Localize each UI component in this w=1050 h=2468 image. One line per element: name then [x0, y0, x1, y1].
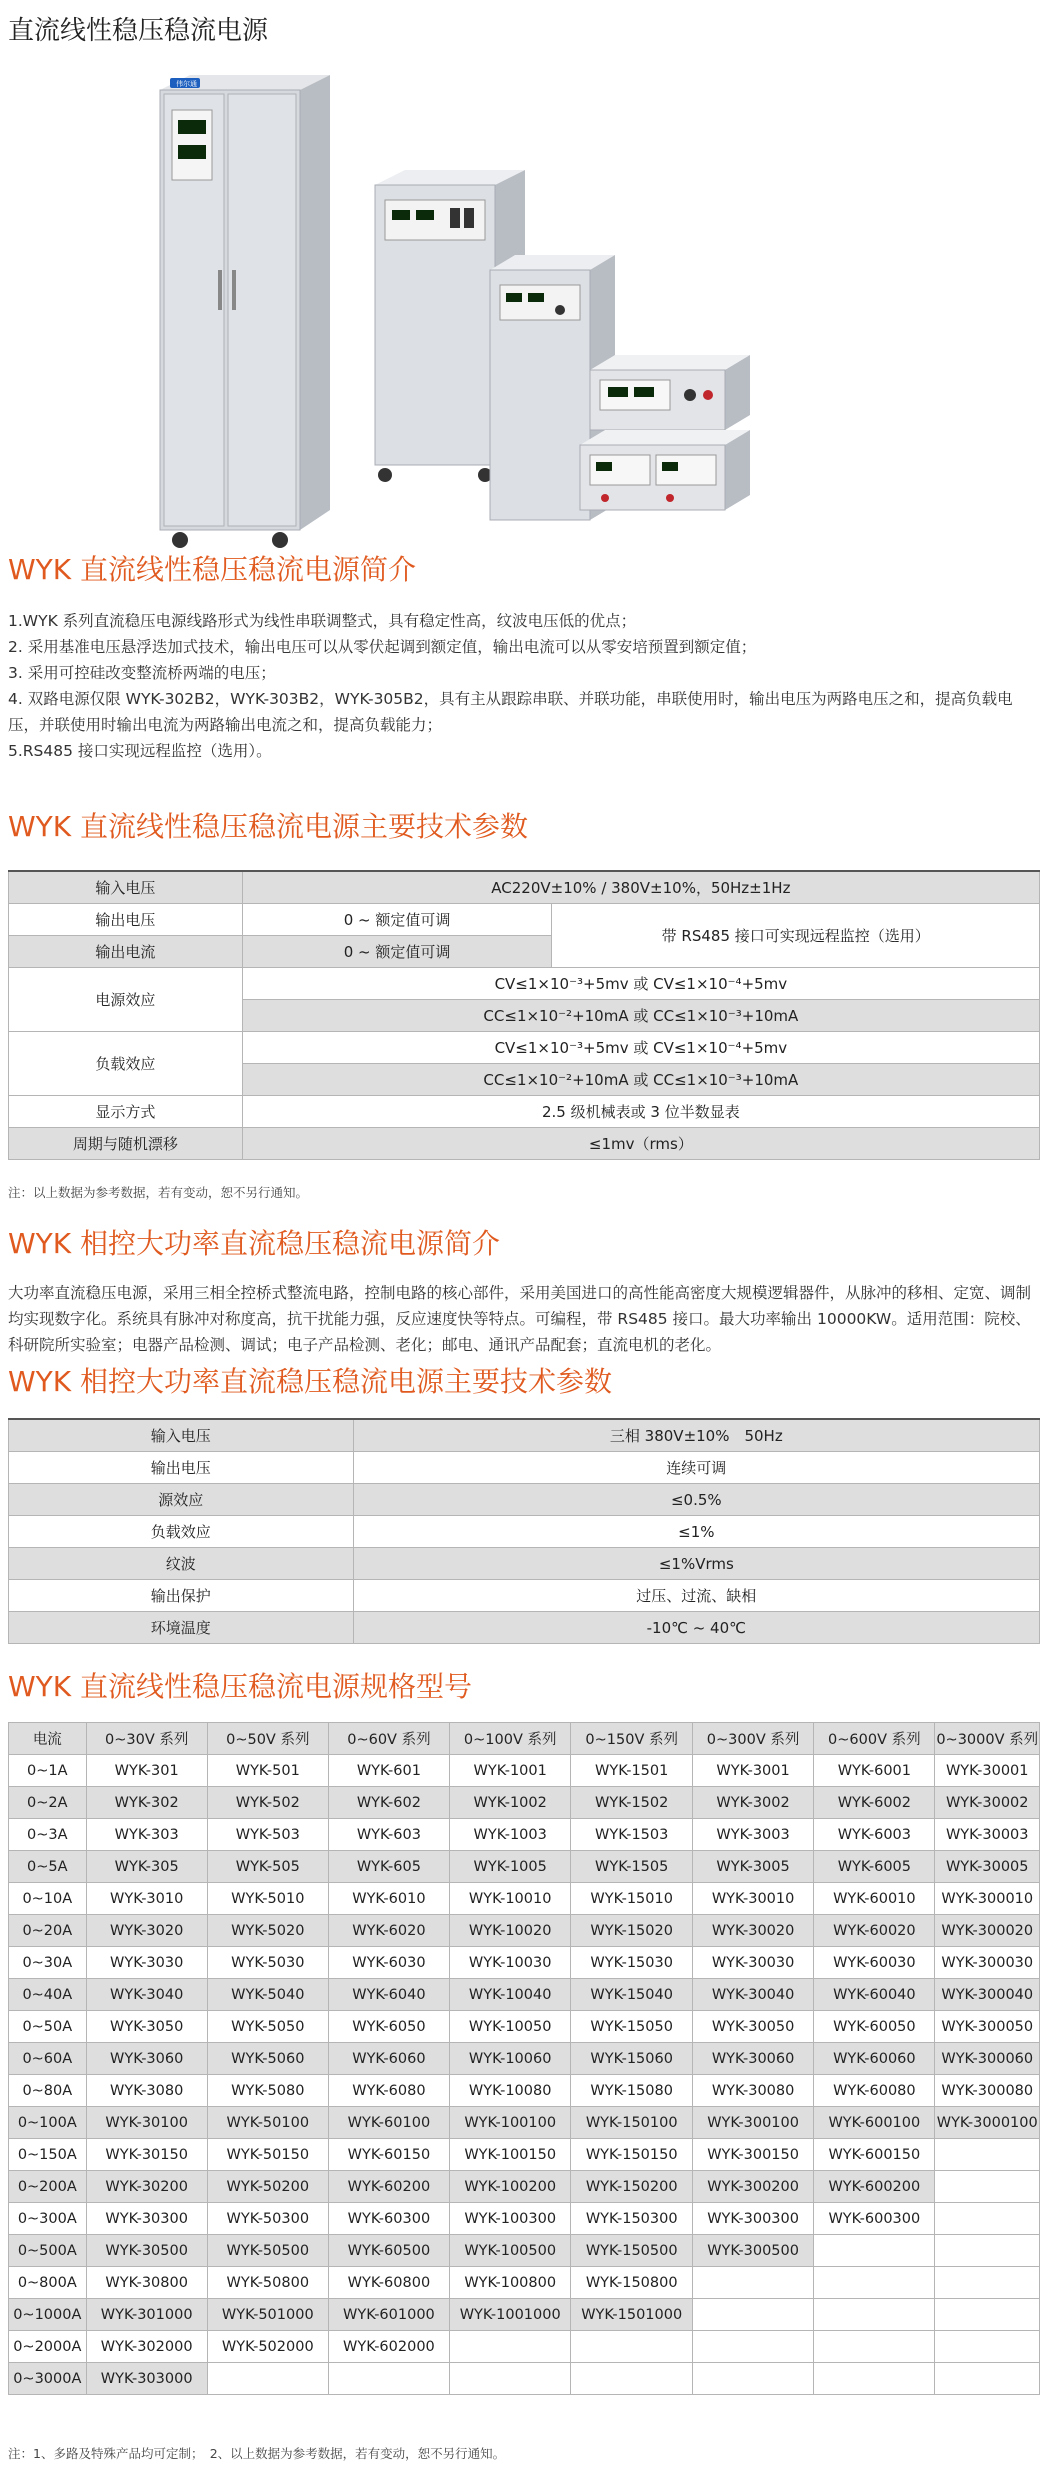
model-cell: WYK-601000 [328, 2299, 449, 2331]
model-cell: WYK-3002 [692, 1787, 813, 1819]
model-cell: WYK-1501 [571, 1755, 693, 1787]
model-cell: WYK-50200 [207, 2171, 328, 2203]
current-cell: 0~200A [9, 2171, 87, 2203]
model-cell: WYK-3010 [86, 1883, 207, 1915]
model-cell: WYK-302 [86, 1787, 207, 1819]
model-cell: WYK-10080 [449, 2075, 571, 2107]
model-cell: WYK-60300 [328, 2203, 449, 2235]
linear-spec-table [8, 870, 1040, 1160]
model-cell: WYK-150300 [571, 2203, 693, 2235]
table-row [9, 2267, 1040, 2299]
table-row [9, 2043, 1040, 2075]
model-cell: WYK-501000 [207, 2299, 328, 2331]
model-cell: WYK-150500 [571, 2235, 693, 2267]
spec-value: ≤1%Vrms [353, 1548, 1039, 1580]
model-cell: WYK-10020 [449, 1915, 571, 1947]
list-item: 2. 采用基准电压悬浮迭加式技术，输出电压可以从零伏起调到额定值，输出电流可以从零安培预置到额定值； [8, 638, 757, 656]
list-item: 1.WYK 系列直流稳压电源线路形式为线性串联调整式，具有稳定性高，纹波电压低的优点； [8, 612, 637, 630]
model-cell: WYK-30200 [86, 2171, 207, 2203]
model-cell: WYK-502000 [207, 2331, 328, 2363]
model-cell: WYK-303000 [86, 2363, 207, 2395]
model-cell: WYK-15020 [571, 1915, 693, 1947]
model-cell: WYK-300010 [935, 1883, 1040, 1915]
column-header: 0~50V 系列 [207, 1723, 328, 1755]
model-cell: WYK-50800 [207, 2267, 328, 2299]
model-cell: WYK-60030 [814, 1947, 935, 1979]
table-row [9, 2011, 1040, 2043]
model-cell: WYK-60800 [328, 2267, 449, 2299]
model-cell: WYK-1503 [571, 1819, 693, 1851]
model-cell: WYK-6050 [328, 2011, 449, 2043]
table-row [9, 1979, 1040, 2011]
model-cell: WYK-3080 [86, 2075, 207, 2107]
model-cell: WYK-6002 [814, 1787, 935, 1819]
model-cell: WYK-6001 [814, 1755, 935, 1787]
model-cell: WYK-301 [86, 1755, 207, 1787]
model-cell [935, 2331, 1040, 2363]
model-cell: WYK-100500 [449, 2235, 571, 2267]
model-cell: WYK-3003 [692, 1819, 813, 1851]
model-cell: WYK-50300 [207, 2203, 328, 2235]
model-cell: WYK-600300 [814, 2203, 935, 2235]
current-cell: 0~30A [9, 1947, 87, 1979]
model-cell: WYK-10030 [449, 1947, 571, 1979]
model-cell: WYK-100100 [449, 2107, 571, 2139]
model-cell [814, 2235, 935, 2267]
model-cell: WYK-30003 [935, 1819, 1040, 1851]
current-cell: 0~1000A [9, 2299, 87, 2331]
current-cell: 0~50A [9, 2011, 87, 2043]
table-header-row [9, 1723, 1040, 1755]
model-cell: WYK-60080 [814, 2075, 935, 2107]
section1-list [8, 608, 1043, 764]
table-row [9, 1580, 1040, 1612]
spec-value: 带 RS485 接口可实现远程监控（选用） [552, 904, 1040, 968]
current-cell: 0~2A [9, 1787, 87, 1819]
model-cell: WYK-60020 [814, 1915, 935, 1947]
model-cell: WYK-300060 [935, 2043, 1040, 2075]
model-cell: WYK-100800 [449, 2267, 571, 2299]
model-cell: WYK-30300 [86, 2203, 207, 2235]
table-row [9, 1755, 1040, 1787]
spec-value: ≤1mv（rms） [242, 1128, 1039, 1160]
model-cell: WYK-303 [86, 1819, 207, 1851]
spec-value: 0 ~ 额定值可调 [242, 936, 552, 968]
model-cell: WYK-30500 [86, 2235, 207, 2267]
table-row [9, 968, 1040, 1000]
model-cell: WYK-501 [207, 1755, 328, 1787]
model-cell: WYK-6010 [328, 1883, 449, 1915]
model-cell: WYK-150150 [571, 2139, 693, 2171]
model-cell: WYK-3000100 [935, 2107, 1040, 2139]
page-title: 直流线性稳压稳流电源 [8, 16, 269, 46]
model-cell [935, 2203, 1040, 2235]
model-cell: WYK-600200 [814, 2171, 935, 2203]
model-cell: WYK-30020 [692, 1915, 813, 1947]
spec-value: AC220V±10% / 380V±10%，50Hz±1Hz [242, 871, 1039, 904]
model-cell: WYK-300020 [935, 1915, 1040, 1947]
tall-cabinet-unit [160, 75, 330, 548]
model-cell: WYK-505 [207, 1851, 328, 1883]
list-item: 4. 双路电源仅限 WYK-302B2，WYK-303B2，WYK-305B2，具有主从跟踪串联、并联功能，串联使用时，输出电压为两路电压之和，提高负载电压，并联使用时输出电流为两路输出电流之和，提高负载能力； [8, 690, 1013, 734]
table-row [9, 1484, 1040, 1516]
model-cell: WYK-60040 [814, 1979, 935, 2011]
section1-title: WYK 直流线性稳压稳流电源简介 [8, 553, 417, 586]
current-cell: 0~100A [9, 2107, 87, 2139]
model-cell: WYK-30800 [86, 2267, 207, 2299]
model-cell: WYK-6003 [814, 1819, 935, 1851]
model-cell: WYK-1003 [449, 1819, 571, 1851]
spec-value: 0 ~ 额定值可调 [242, 904, 552, 936]
table-row [9, 2235, 1040, 2267]
model-cell: WYK-3050 [86, 2011, 207, 2043]
model-cell: WYK-50150 [207, 2139, 328, 2171]
spec-value: CC≤1×10⁻²+10mA 或 CC≤1×10⁻³+10mA [242, 1064, 1039, 1096]
model-cell [207, 2363, 328, 2395]
model-cell: WYK-305 [86, 1851, 207, 1883]
table-row [9, 1883, 1040, 1915]
model-cell [449, 2331, 571, 2363]
column-header: 0~150V 系列 [571, 1723, 693, 1755]
model-cell [814, 2267, 935, 2299]
model-cell: WYK-503 [207, 1819, 328, 1851]
section5-note: 注：1、多路及特殊产品均可定制； 2、以上数据为参考数据，若有变动，恕不另行通知。 [8, 2446, 506, 2461]
model-cell: WYK-60060 [814, 2043, 935, 2075]
model-cell: WYK-30040 [692, 1979, 813, 2011]
model-cell: WYK-601 [328, 1755, 449, 1787]
model-cell: WYK-5030 [207, 1947, 328, 1979]
model-cell: WYK-50500 [207, 2235, 328, 2267]
spec-label: 输出电压 [9, 904, 243, 936]
section4-title: WYK 相控大功率直流稳压稳流电源主要技术参数 [8, 1365, 613, 1398]
model-cell: WYK-6080 [328, 2075, 449, 2107]
model-cell [692, 2363, 813, 2395]
table-row [9, 2139, 1040, 2171]
model-cell: WYK-6030 [328, 1947, 449, 1979]
model-cell: WYK-30010 [692, 1883, 813, 1915]
model-cell [571, 2331, 693, 2363]
model-cell: WYK-1502 [571, 1787, 693, 1819]
model-cell [814, 2331, 935, 2363]
model-cell: WYK-6060 [328, 2043, 449, 2075]
spec-label: 源效应 [9, 1484, 354, 1516]
table-row [9, 2203, 1040, 2235]
column-header: 0~100V 系列 [449, 1723, 571, 1755]
model-cell: WYK-30050 [692, 2011, 813, 2043]
spec-label: 纹波 [9, 1548, 354, 1580]
model-cell: WYK-50100 [207, 2107, 328, 2139]
column-header: 0~60V 系列 [328, 1723, 449, 1755]
spec-value: ≤1% [353, 1516, 1039, 1548]
model-cell: WYK-603 [328, 1819, 449, 1851]
current-cell: 0~500A [9, 2235, 87, 2267]
spec-value: 连续可调 [353, 1452, 1039, 1484]
model-cell: WYK-600150 [814, 2139, 935, 2171]
bench-unit-bottom [580, 430, 750, 510]
model-cell: WYK-1001 [449, 1755, 571, 1787]
list-item: 5.RS485 接口实现远程监控（选用）。 [8, 742, 272, 760]
bench-unit-top [590, 355, 750, 430]
table-row [9, 2331, 1040, 2363]
model-cell [814, 2299, 935, 2331]
current-cell: 0~300A [9, 2203, 87, 2235]
model-cell: WYK-300150 [692, 2139, 813, 2171]
current-cell: 0~10A [9, 1883, 87, 1915]
list-item: 3. 采用可控硅改变整流桥两端的电压； [8, 664, 276, 682]
model-cell: WYK-15030 [571, 1947, 693, 1979]
table-row [9, 2107, 1040, 2139]
model-cell: WYK-5020 [207, 1915, 328, 1947]
model-cell: WYK-15060 [571, 2043, 693, 2075]
model-cell: WYK-5050 [207, 2011, 328, 2043]
model-cell: WYK-30002 [935, 1787, 1040, 1819]
model-cell: WYK-10050 [449, 2011, 571, 2043]
model-cell: WYK-502 [207, 1787, 328, 1819]
table-row [9, 1419, 1040, 1452]
model-cell: WYK-15010 [571, 1883, 693, 1915]
spec-label: 输出电流 [9, 936, 243, 968]
table-row [9, 1612, 1040, 1644]
table-row [9, 2171, 1040, 2203]
model-cell [692, 2331, 813, 2363]
model-cell: WYK-1001000 [449, 2299, 571, 2331]
model-cell: WYK-6040 [328, 1979, 449, 2011]
model-cell: WYK-15080 [571, 2075, 693, 2107]
phase-spec-table [8, 1418, 1040, 1644]
model-cell [935, 2299, 1040, 2331]
brand-logo: 伟尔通 [176, 80, 197, 88]
model-cell: WYK-10010 [449, 1883, 571, 1915]
current-cell: 0~20A [9, 1915, 87, 1947]
model-cell: WYK-30100 [86, 2107, 207, 2139]
model-cell: WYK-3005 [692, 1851, 813, 1883]
table-row [9, 1548, 1040, 1580]
model-cell [692, 2299, 813, 2331]
model-cell: WYK-300040 [935, 1979, 1040, 2011]
model-cell: WYK-60050 [814, 2011, 935, 2043]
table-row [9, 1516, 1040, 1548]
model-cell: WYK-60010 [814, 1883, 935, 1915]
current-cell: 0~5A [9, 1851, 87, 1883]
table-row [9, 2075, 1040, 2107]
spec-label: 输入电压 [9, 871, 243, 904]
current-cell: 0~1A [9, 1755, 87, 1787]
model-cell: WYK-30150 [86, 2139, 207, 2171]
table-row [9, 1819, 1040, 1851]
model-cell: WYK-300030 [935, 1947, 1040, 1979]
column-header: 0~30V 系列 [86, 1723, 207, 1755]
spec-value: 2.5 级机械表或 3 位半数显表 [242, 1096, 1039, 1128]
model-cell: WYK-60150 [328, 2139, 449, 2171]
model-cell [935, 2171, 1040, 2203]
spec-label: 环境温度 [9, 1612, 354, 1644]
model-cell: WYK-605 [328, 1851, 449, 1883]
model-cell: WYK-3001 [692, 1755, 813, 1787]
current-cell: 0~800A [9, 2267, 87, 2299]
model-cell: WYK-30080 [692, 2075, 813, 2107]
column-header: 电流 [9, 1723, 87, 1755]
model-cell: WYK-1005 [449, 1851, 571, 1883]
table-row [9, 1915, 1040, 1947]
current-cell: 0~60A [9, 2043, 87, 2075]
section2-title: WYK 直流线性稳压稳流电源主要技术参数 [8, 810, 529, 843]
product-illustration [150, 70, 870, 590]
model-cell: WYK-150200 [571, 2171, 693, 2203]
model-cell [692, 2267, 813, 2299]
model-cell: WYK-10040 [449, 1979, 571, 2011]
model-cell: WYK-3060 [86, 2043, 207, 2075]
model-cell: WYK-30030 [692, 1947, 813, 1979]
section3-title: WYK 相控大功率直流稳压稳流电源简介 [8, 1227, 501, 1260]
column-header: 0~300V 系列 [692, 1723, 813, 1755]
model-cell: WYK-3030 [86, 1947, 207, 1979]
model-cell: WYK-3040 [86, 1979, 207, 2011]
section2-note: 注：以上数据为参考数据，若有变动，恕不另行通知。 [8, 1185, 309, 1200]
spec-value: 三相 380V±10% 50Hz [353, 1419, 1039, 1452]
table-row [9, 1787, 1040, 1819]
section5-title: WYK 直流线性稳压稳流电源规格型号 [8, 1670, 473, 1703]
table-row [9, 1851, 1040, 1883]
spec-value: CV≤1×10⁻³+5mv 或 CV≤1×10⁻⁴+5mv [242, 1032, 1039, 1064]
table-row [9, 904, 1040, 936]
model-cell: WYK-1501000 [571, 2299, 693, 2331]
column-header: 0~600V 系列 [814, 1723, 935, 1755]
section3-text: 大功率直流稳压电源，采用三相全控桥式整流电路，控制电路的核心部件，采用美国进口的高性能高密度大规模逻辑器件，从脉冲的移相、定宽、调制均实现数字化。系统具有脉冲对称度高，抗干扰能力强，反应速度快等特点。可编程，带 RS485 接口。最大功率输出 10000KW。适用范围：院校、科研院所实验室；电器产品检测、调试；电子产品检测、老化；邮电、通讯产品配套；直流电机的老化。 [8, 1284, 1032, 1354]
model-cell: WYK-15040 [571, 1979, 693, 2011]
model-cell: WYK-10060 [449, 2043, 571, 2075]
model-cell: WYK-301000 [86, 2299, 207, 2331]
spec-value: -10℃ ~ 40℃ [353, 1612, 1039, 1644]
current-cell: 0~3A [9, 1819, 87, 1851]
spec-label: 输出保护 [9, 1580, 354, 1612]
spec-label: 显示方式 [9, 1096, 243, 1128]
model-cell: WYK-1505 [571, 1851, 693, 1883]
current-cell: 0~2000A [9, 2331, 87, 2363]
current-cell: 0~150A [9, 2139, 87, 2171]
model-cell: WYK-300050 [935, 2011, 1040, 2043]
model-cell: WYK-300080 [935, 2075, 1040, 2107]
model-cell: WYK-60100 [328, 2107, 449, 2139]
table-row [9, 1452, 1040, 1484]
model-cell [571, 2363, 693, 2395]
model-cell [935, 2363, 1040, 2395]
model-cell: WYK-300100 [692, 2107, 813, 2139]
spec-label: 输出电压 [9, 1452, 354, 1484]
model-cell: WYK-60500 [328, 2235, 449, 2267]
model-cell: WYK-100200 [449, 2171, 571, 2203]
spec-value: CV≤1×10⁻³+5mv 或 CV≤1×10⁻⁴+5mv [242, 968, 1039, 1000]
model-cell: WYK-602000 [328, 2331, 449, 2363]
model-cell: WYK-302000 [86, 2331, 207, 2363]
model-cell [814, 2363, 935, 2395]
model-cell [935, 2139, 1040, 2171]
model-cell: WYK-300300 [692, 2203, 813, 2235]
model-cell: WYK-600100 [814, 2107, 935, 2139]
model-cell: WYK-30001 [935, 1755, 1040, 1787]
model-cell: WYK-6020 [328, 1915, 449, 1947]
spec-label: 负载效应 [9, 1032, 243, 1096]
table-row [9, 1128, 1040, 1160]
model-cell: WYK-150100 [571, 2107, 693, 2139]
table-row [9, 1032, 1040, 1064]
spec-label: 周期与随机漂移 [9, 1128, 243, 1160]
model-cell: WYK-6005 [814, 1851, 935, 1883]
spec-label: 负载效应 [9, 1516, 354, 1548]
model-cell: WYK-5060 [207, 2043, 328, 2075]
spec-value: CC≤1×10⁻²+10mA 或 CC≤1×10⁻³+10mA [242, 1000, 1039, 1032]
model-cell: WYK-3020 [86, 1915, 207, 1947]
table-row [9, 1096, 1040, 1128]
model-cell: WYK-300200 [692, 2171, 813, 2203]
model-cell: WYK-30005 [935, 1851, 1040, 1883]
current-cell: 0~3000A [9, 2363, 87, 2395]
model-cell: WYK-602 [328, 1787, 449, 1819]
model-cell: WYK-5080 [207, 2075, 328, 2107]
table-row [9, 2363, 1040, 2395]
model-table [8, 1722, 1040, 2395]
model-cell [935, 2235, 1040, 2267]
table-row [9, 1947, 1040, 1979]
model-cell [449, 2363, 571, 2395]
spec-label: 输入电压 [9, 1419, 354, 1452]
model-cell: WYK-60200 [328, 2171, 449, 2203]
spec-label: 电源效应 [9, 968, 243, 1032]
model-cell: WYK-15050 [571, 2011, 693, 2043]
model-cell: WYK-5040 [207, 1979, 328, 2011]
spec-value: ≤0.5% [353, 1484, 1039, 1516]
model-cell: WYK-5010 [207, 1883, 328, 1915]
model-cell: WYK-100300 [449, 2203, 571, 2235]
model-cell: WYK-100150 [449, 2139, 571, 2171]
spec-value: 过压、过流、缺相 [353, 1580, 1039, 1612]
current-cell: 0~80A [9, 2075, 87, 2107]
model-cell: WYK-300500 [692, 2235, 813, 2267]
column-header: 0~3000V 系列 [935, 1723, 1040, 1755]
current-cell: 0~40A [9, 1979, 87, 2011]
model-cell: WYK-30060 [692, 2043, 813, 2075]
model-cell [328, 2363, 449, 2395]
table-row [9, 2299, 1040, 2331]
model-cell: WYK-1002 [449, 1787, 571, 1819]
model-cell: WYK-150800 [571, 2267, 693, 2299]
model-cell [935, 2267, 1040, 2299]
table-row [9, 871, 1040, 904]
